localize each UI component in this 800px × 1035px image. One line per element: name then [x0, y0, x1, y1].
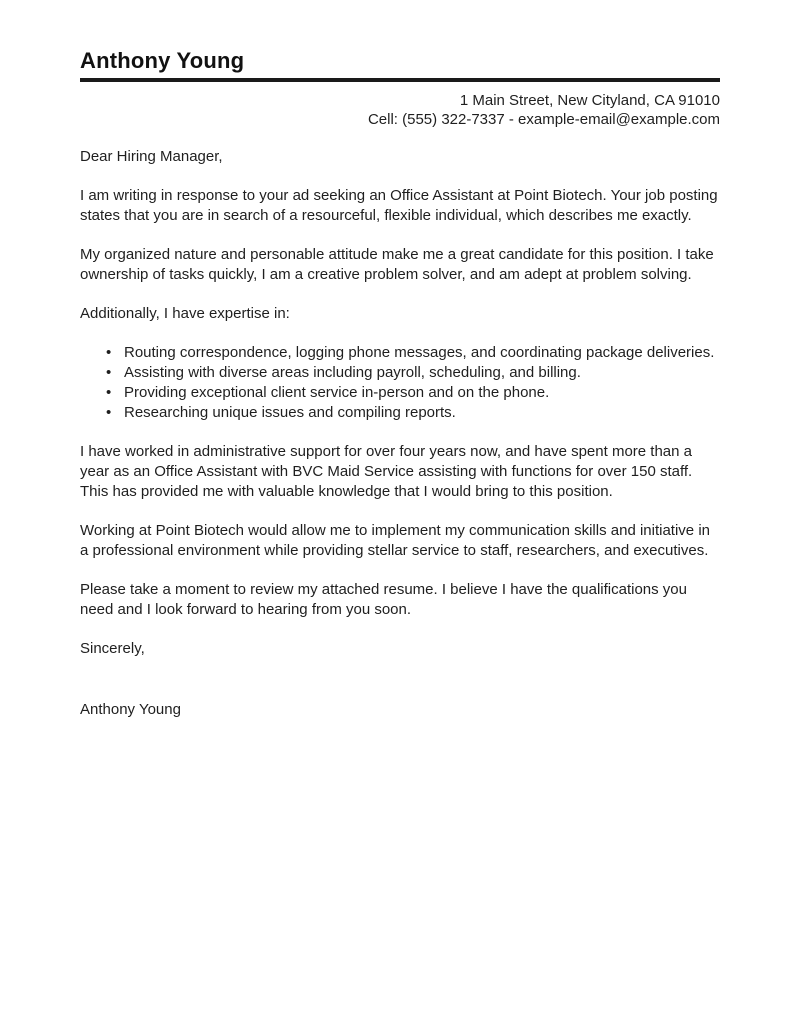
paragraph-experience: I have worked in administrative support for over four years now, and have spent more than a year as an Office Assistant with BVC Maid Service assisting with functions for over 150 staff. This has provided me with valuable knowledge that I would bring to this position. [80, 443, 693, 500]
paragraph-call-to-action: Please take a moment to review my attached resume. I believe I have the qualifications you need and I look forward to hearing from you soon. [80, 581, 687, 618]
header-double-rule [80, 78, 720, 82]
valediction: Sincerely, [80, 640, 145, 657]
expertise-intro: Additionally, I have expertise in: [80, 305, 290, 322]
salutation: Dear Hiring Manager, [80, 148, 223, 165]
expertise-bullet-item: • Researching unique issues and compiling reports. [124, 403, 720, 423]
letter-body [80, 147, 720, 720]
contact-address-line: 1 Main Street, New Cityland, CA 91010 [459, 92, 720, 109]
paragraph-candidacy: My organized nature and personable attitude make me a great candidate for this position. I take ownership of tasks quickly, I am a creative problem solver, and am adept at problem solving. [80, 246, 714, 283]
letter-author-name: Anthony Young [80, 48, 245, 73]
expertise-bullet-item: • Assisting with diverse areas including payroll, scheduling, and billing. [124, 363, 720, 383]
expertise-bullet-item: • Routing correspondence, logging phone messages, and coordinating package deliveries. [124, 343, 720, 363]
paragraph-motivation: Working at Point Biotech would allow me to implement my communication skills and initiative in a professional environment while providing stellar service to staff, researchers, and executives. [80, 522, 710, 559]
expertise-bullet-item: • Providing exceptional client service in-person and on the phone. [124, 383, 720, 403]
signature-name: Anthony Young [80, 701, 181, 718]
contact-block [80, 91, 720, 129]
paragraph-intro: I am writing in response to your ad seeking an Office Assistant at Point Biotech. Your job posting states that you are in search of a resourceful, flexible individual, which describes me exactly. [80, 187, 718, 224]
contact-phone-email-line: Cell: (555) 322-7337 - example-email@example.com [367, 111, 720, 128]
expertise-bullet-list [80, 343, 720, 423]
